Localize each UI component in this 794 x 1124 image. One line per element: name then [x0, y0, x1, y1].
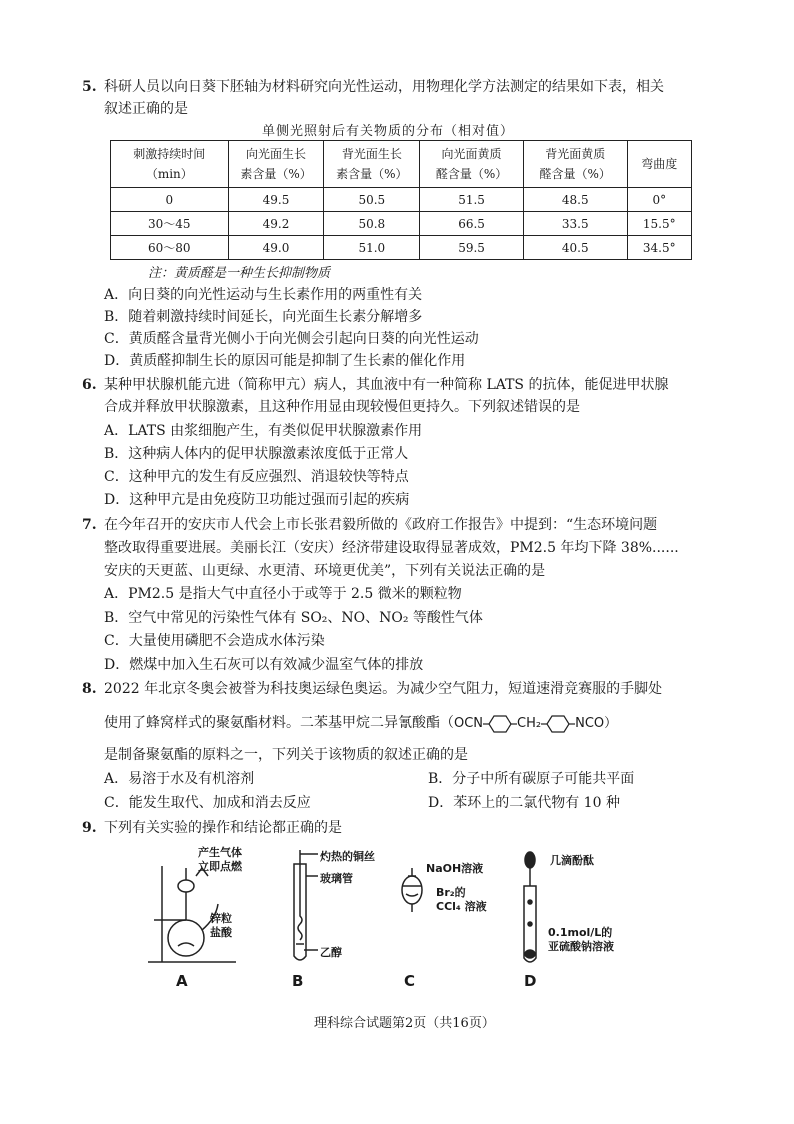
table-row: [111, 212, 692, 236]
figure-d-label-conc: 0.1mol/L的: [548, 926, 613, 939]
figure-a-text: [198, 846, 242, 874]
q7-stem-line2: 整改取得重要进展。美丽长江（安庆）经济带建设取得显著成效，PM2.5 年均下降 38%......: [104, 540, 679, 556]
table-cell: 0: [111, 188, 229, 212]
table-cell: 34.5°: [627, 236, 691, 260]
q5-stem-line2: 叙述正确的是: [104, 101, 188, 117]
figure-a-label: A: [176, 972, 188, 990]
q8-text2: 使用了蜂窝样式的聚氨酯材料。二苯基甲烷二异氰酸酯（: [104, 715, 454, 731]
q6-text1: 某种甲状腺机能亢进（简称甲亢）病人，其血液中有一种简称 LATS 的抗体，能促进甲状腺: [104, 377, 669, 393]
table-row: [111, 188, 692, 212]
figure-d-text: [548, 926, 614, 954]
q8-stem-line3: 是制备聚氨酯的原料之一，下列关于该物质的叙述正确的是: [104, 747, 468, 763]
header-auxin-shade: 背光面生长 素含量（%）: [324, 141, 420, 188]
table-cell: 59.5: [420, 236, 524, 260]
q7-option-d[interactable]: D．燃煤中加入生石灰可以有效减少温室气体的排放: [104, 657, 424, 673]
table-cell: 66.5: [420, 212, 524, 236]
figure-c-label-br2: Br₂的: [436, 886, 466, 899]
mdi-structure: [454, 716, 617, 731]
figure-b-label: B: [292, 972, 304, 990]
header-time: 刺激持续时间 （min）: [111, 141, 229, 188]
figure-b-label-ethanol: 乙醇: [320, 946, 342, 959]
figure-a-label-acid: 盐酸: [210, 926, 232, 939]
benzene-ring-icon: [541, 715, 575, 733]
table-cell: 15.5°: [627, 212, 691, 236]
q5-stem-line1: [82, 76, 664, 98]
figure-c-label-ccl4: CCl₄ 溶液: [436, 900, 487, 913]
q5-number: 5.: [82, 79, 97, 95]
table-cell: 60～80: [111, 236, 229, 260]
figure-d-apparatus: [524, 852, 536, 962]
table-cell: 49.5: [228, 188, 324, 212]
figure-a-label-zinc: 锌粒: [210, 912, 232, 925]
q7-option-b[interactable]: B．空气中常见的污染性气体有 SO₂、NO、NO₂ 等酸性气体: [104, 610, 483, 626]
apparatus-figures: [140, 846, 660, 992]
figure-c-apparatus: [402, 868, 422, 912]
q8-option-a[interactable]: A．易溶于水及有机溶剂: [104, 771, 255, 787]
figure-a-text2: [210, 912, 232, 940]
table-caption: 单侧光照射后有关物质的分布（相对值）: [262, 124, 515, 139]
q7-stem-line3: 安庆的天更蓝、山更绿、水更清、环境更优美”，下列有关说法正确的是: [104, 563, 546, 579]
figure-a-label-ignite: 立即点燃: [198, 860, 242, 873]
q8-stem-line1: [82, 678, 662, 700]
q8-option-d[interactable]: D．苯环上的二氯代物有 10 种: [428, 795, 620, 811]
header-auxin-light: 向光面生长 素含量（%）: [228, 141, 324, 188]
struct-close-paren: ）: [604, 716, 618, 731]
q7-option-c[interactable]: C．大量使用磷肥不会造成水体污染: [104, 633, 325, 649]
figure-c-label: C: [404, 972, 416, 990]
table-cell: 50.8: [324, 212, 420, 236]
benzene-ring-icon: [483, 715, 517, 733]
struct-ch2: CH₂: [517, 716, 542, 731]
figure-b-label-tube: 玻璃管: [320, 872, 353, 885]
table-cell: 49.0: [228, 236, 324, 260]
q6-option-d[interactable]: D．这种甲亢是由免疫防卫功能过强而引起的疾病: [104, 492, 410, 508]
q6-stem-line2: 合成并释放甲状腺激素，且这种作用显由现较慢但更持久。下列叙述错误的是: [104, 399, 580, 415]
q7-number: 7.: [82, 517, 97, 533]
table-cell: 33.5: [523, 212, 627, 236]
table-cell: 49.2: [228, 212, 324, 236]
q6-option-c[interactable]: C．这种甲亢的发生有反应强烈、消退较快等特点: [104, 469, 409, 485]
q8-stem-line2: [104, 710, 617, 736]
table-note: 注：黄质醛是一种生长抑制物质: [148, 266, 331, 281]
figure-b-label-copper: 灼热的铜丝: [320, 850, 375, 863]
q8-option-c[interactable]: C．能发生取代、加成和消去反应: [104, 795, 311, 811]
table-cell: 30～45: [111, 212, 229, 236]
q5-text1: 科研人员以向日葵下胚轴为材料研究向光性运动，用物理化学方法测定的结果如下表，相关: [104, 79, 664, 95]
q7-stem-line1: [82, 514, 657, 536]
figure-c-text: [436, 886, 487, 914]
q7-text1: 在今年召开的安庆市人代会上市长张君毅所做的《政府工作报告》中提到：“生态环境问题: [104, 517, 658, 533]
header-xanthoxin-shade: 背光面黄质 醛含量（%）: [523, 141, 627, 188]
figure-c-label-naoh: NaOH溶液: [426, 862, 484, 875]
q5-option-a[interactable]: A．向日葵的向光性运动与生长素作用的两重性有关: [104, 287, 423, 303]
header-xanthoxin-light: 向光面黄质 醛含量（%）: [420, 141, 524, 188]
q6-number: 6.: [82, 377, 97, 393]
table-header-row: [111, 141, 692, 188]
q7-option-a[interactable]: A．PM2.5 是指大气中直径小于或等于 2.5 微米的颗粒物: [104, 586, 462, 602]
table-cell: 51.0: [324, 236, 420, 260]
table-cell: 0°: [627, 188, 691, 212]
q6-stem-line1: [82, 374, 668, 396]
table-cell: 40.5: [523, 236, 627, 260]
header-curvature: 弯曲度: [627, 141, 691, 188]
q5-option-b[interactable]: B．随着刺激持续时间延长，向光面生长素分解增多: [104, 309, 423, 325]
q8-number: 8.: [82, 681, 97, 697]
q8-text1: 2022 年北京冬奥会被誉为科技奥运绿色奥运。为减少空气阻力，短道速滑竞赛服的手脚处: [104, 681, 663, 697]
figure-d-label: D: [524, 972, 537, 990]
figure-d-label-phenolphthalein: 几滴酚酞: [550, 854, 594, 867]
table-cell: 50.5: [324, 188, 420, 212]
table-row: [111, 236, 692, 260]
struct-nco: NCO: [575, 716, 605, 731]
figure-b-apparatus: [294, 850, 318, 960]
distribution-table: [110, 140, 692, 260]
q6-option-a[interactable]: A．LATS 由浆细胞产生，有类似促甲状腺激素作用: [104, 423, 423, 439]
table-cell: 48.5: [523, 188, 627, 212]
q9-text1: 下列有关实验的操作和结论都正确的是: [104, 820, 342, 836]
q5-option-d[interactable]: D．黄质醛抑制生长的原因可能是抑制了生长素的催化作用: [104, 353, 466, 369]
q6-option-b[interactable]: B．这种病人体内的促甲状腺激素浓度低于正常人: [104, 446, 409, 462]
q8-option-b[interactable]: B．分子中所有碳原子可能共平面: [428, 771, 635, 787]
figure-a-label-gas: 产生气体: [198, 846, 242, 859]
struct-ocn: OCN: [454, 716, 484, 731]
q9-stem-line1: [82, 817, 342, 839]
q5-option-c[interactable]: C．黄质醛含量背光侧小于向光侧会引起向日葵的向光性运动: [104, 331, 479, 347]
page-footer: 理科综合试题第2页（共16页）: [314, 1016, 495, 1031]
q9-number: 9.: [82, 820, 97, 836]
figure-d-label-sulfite: 亚硫酸钠溶液: [548, 940, 614, 953]
table-cell: 51.5: [420, 188, 524, 212]
